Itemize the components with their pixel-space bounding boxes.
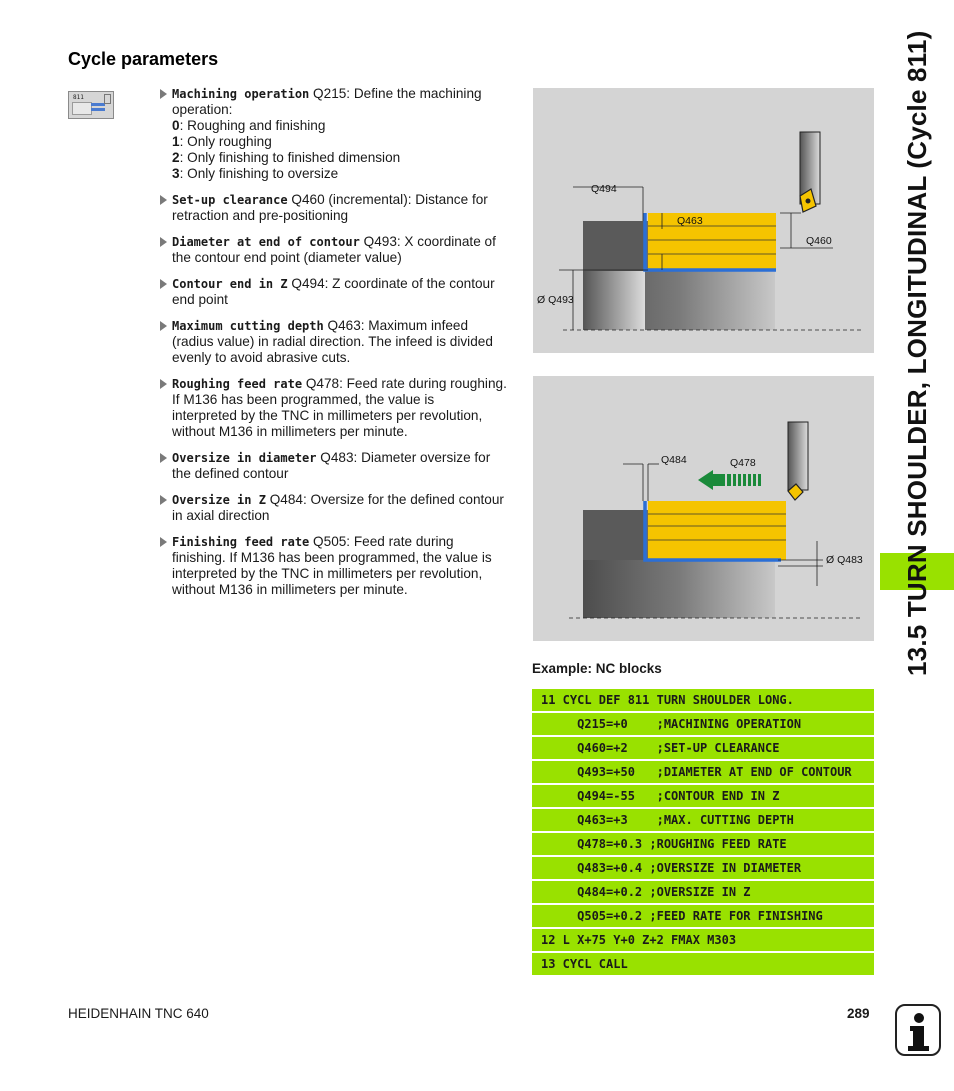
bullet-arrow-icon: [160, 379, 167, 389]
param-keyword: Set-up clearance: [172, 193, 288, 207]
param-q478: [158, 376, 510, 440]
param-text: operation:: [172, 102, 233, 117]
softkey-label: 811: [73, 94, 84, 101]
option-number: 2: [172, 150, 180, 165]
nc-block-text: Q215=+0 ;MACHINING OPERATION: [541, 717, 802, 731]
param-keyword: Diameter at end of contour: [172, 235, 360, 249]
roughing-diagram: [533, 88, 874, 353]
param-keyword: Maximum cutting depth: [172, 319, 324, 333]
param-text: Q478: Feed rate during roughing.: [302, 376, 507, 391]
param-q505: [158, 534, 510, 598]
cycle-811-softkey-icon: [68, 91, 114, 119]
label-q460: Q460: [806, 235, 832, 247]
param-text: Q494: Z coordinate of the contour: [287, 276, 495, 291]
nc-block-row: [532, 689, 874, 711]
bullet-arrow-icon: [160, 537, 167, 547]
nc-block-text: Q505=+0.2 ;FEED RATE FOR FINISHING: [541, 909, 823, 923]
option-text: : Only roughing: [179, 134, 272, 149]
param-keyword: Oversize in diameter: [172, 451, 317, 465]
chapter-side-title: 13.5 TURN SHOULDER, LONGITUDINAL (Cycle 811): [902, 30, 932, 676]
param-text: end point: [172, 292, 228, 307]
param-q493: [158, 234, 510, 266]
nc-block-row: [532, 761, 874, 783]
nc-block-row: [532, 809, 874, 831]
label-q463: Q463: [677, 215, 703, 227]
param-text: Q460 (incremental): Distance for: [287, 192, 488, 207]
parameter-list: [158, 86, 510, 598]
feed-arrow-bars: [713, 474, 761, 486]
param-text: (radius value) in radial direction. The infeed is divided: [172, 334, 493, 349]
param-text: Q463: Maximum infeed: [323, 318, 469, 333]
nc-block-text: Q494=-55 ;CONTOUR END IN Z: [541, 789, 780, 803]
param-q463: [158, 318, 510, 366]
bullet-arrow-icon: [160, 237, 167, 247]
nc-block-text: Q460=+2 ;SET-UP CLEARANCE: [541, 741, 780, 755]
page-number: 289: [847, 1006, 870, 1021]
param-text: finishing. If M136 has been programmed, the value is: [172, 550, 492, 565]
section-title: Cycle parameters: [68, 49, 219, 69]
label-q483: Ø Q483: [826, 554, 863, 566]
param-keyword: Machining operation: [172, 87, 310, 101]
stock-material: [648, 213, 776, 270]
param-text: in axial direction: [172, 508, 270, 523]
bullet-arrow-icon: [160, 495, 167, 505]
param-q484: [158, 492, 510, 524]
nc-block-row: [532, 857, 874, 879]
nc-block-text: 12 L X+75 Y+0 Z+2 FMAX M303: [541, 933, 737, 947]
param-text: interpreted by the TNC in millimeters per revolution,: [172, 566, 483, 581]
param-keyword: Roughing feed rate: [172, 377, 303, 391]
label-q478: Q478: [730, 457, 756, 469]
option-text: : Only finishing to oversize: [179, 166, 339, 181]
param-keyword: Finishing feed rate: [172, 535, 310, 549]
insert-hole: [806, 199, 811, 204]
nc-block-text: Q463=+3 ;MAX. CUTTING DEPTH: [541, 813, 794, 827]
param-text: interpreted by the TNC in millimeters per revolution,: [172, 408, 483, 423]
param-text: Q493: X coordinate of: [359, 234, 496, 249]
param-text: the defined contour: [172, 466, 289, 481]
softkey-box: [104, 94, 111, 104]
feed-direction-arrow-icon: [698, 470, 713, 490]
param-keyword: Contour end in Z: [172, 277, 288, 291]
param-text: Q484: Oversize for the defined contour: [265, 492, 504, 507]
nc-block-row: [532, 713, 874, 735]
nc-block-row: [532, 929, 874, 951]
bullet-arrow-icon: [160, 321, 167, 331]
param-text: without M136 in millimeters per minute.: [172, 582, 408, 597]
option-number: 1: [172, 134, 180, 149]
nc-block-text: 13 CYCL CALL: [541, 957, 628, 971]
param-text: Q215: Define the machining: [309, 86, 482, 101]
shoulder-step: [583, 510, 645, 560]
nc-block-row: [532, 953, 874, 975]
option-text: : Only finishing to finished dimension: [179, 150, 401, 165]
param-text: retraction and pre-positioning: [172, 208, 349, 223]
info-icon: [895, 1004, 941, 1056]
softkey-line: [91, 108, 105, 111]
softkey-line: [91, 103, 105, 106]
bullet-arrow-icon: [160, 89, 167, 99]
param-text: Q505: Feed rate during: [309, 534, 454, 549]
param-keyword: Oversize in Z: [172, 493, 266, 507]
param-text: the contour end point (diameter value): [172, 250, 402, 265]
label-q494: Q494: [591, 183, 617, 195]
nc-block-text: 11 CYCL DEF 811 TURN SHOULDER LONG.: [541, 693, 794, 707]
nc-block-text: Q483=+0.4 ;OVERSIZE IN DIAMETER: [541, 861, 802, 875]
nc-block-text: Q493=+50 ;DIAMETER AT END OF CONTOUR: [541, 765, 852, 779]
finishing-diagram: [533, 376, 874, 641]
param-q215: [158, 86, 510, 182]
param-q460: [158, 192, 510, 224]
stock-material: [648, 501, 786, 560]
nc-block-text: Q484=+0.2 ;OVERSIZE IN Z: [541, 885, 751, 899]
shoulder-step: [583, 221, 645, 271]
option-number: 0: [172, 118, 180, 133]
label-q493: Ø Q493: [537, 294, 574, 306]
option-number: 3: [172, 166, 180, 181]
bullet-arrow-icon: [160, 453, 167, 463]
bullet-arrow-icon: [160, 279, 167, 289]
param-text: evenly to avoid abrasive cuts.: [172, 350, 351, 365]
label-q484: Q484: [661, 454, 687, 466]
nc-block-text: Q478=+0.3 ;ROUGHING FEED RATE: [541, 837, 787, 851]
param-text: If M136 has been programmed, the value is: [172, 392, 435, 407]
softkey-frame: [72, 102, 92, 115]
option-text: : Roughing and finishing: [179, 118, 326, 133]
nc-block-row: [532, 881, 874, 903]
nc-block-row: [532, 737, 874, 759]
param-text: Q483: Diameter oversize for: [316, 450, 491, 465]
param-text: without M136 in millimeters per minute.: [172, 424, 408, 439]
param-q483: [158, 450, 510, 482]
tool-holder: [788, 422, 808, 490]
footer-product: HEIDENHAIN TNC 640: [68, 1006, 209, 1021]
nc-block-row: [532, 833, 874, 855]
param-q494: [158, 276, 510, 308]
example-title: Example: NC blocks: [532, 661, 662, 676]
nc-block-row: [532, 905, 874, 927]
nc-block-row: [532, 785, 874, 807]
bullet-arrow-icon: [160, 195, 167, 205]
